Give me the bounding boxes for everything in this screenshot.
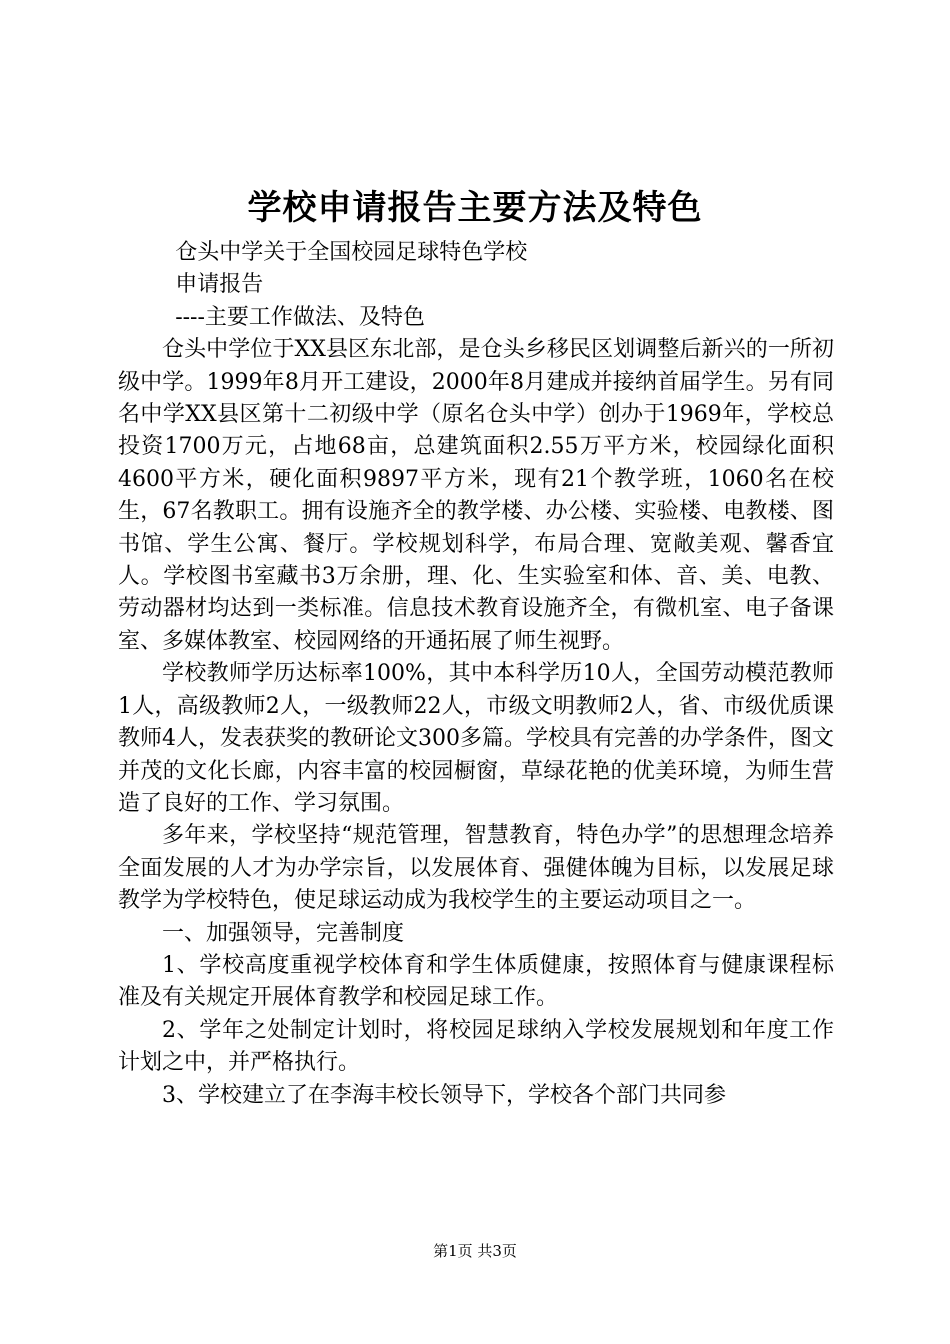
- section-heading-1: 一、加强领导，完善制度: [162, 920, 405, 946]
- page-footer: 第1页 共3页: [433, 1242, 517, 1260]
- paragraph-teachers: 学校教师学历达标率100%，其中本科学历10人，全国劳动模范教师1人，高级教师2人，一级教师22人，市级文明教师2人，省、市级优质课教师4人，发表获奖的教研论文300多篇。学校具有完善的办学条件，图文并茂的文化长廊，内容丰富的校园橱窗，草绿花艳的优美环境，为师生营造了良好的工作、学习氛围。: [118, 661, 834, 816]
- paragraph-philosophy: 多年来，学校坚持“规范管理，智慧教育，特色办学”的思想理念培养全面发展的人才为办学宗旨，以发展体育、强健体魄为目标，以发展足球教学为学校特色，使足球运动成为我校学生的主要运动项目之一。: [118, 823, 834, 914]
- document-body: [118, 237, 834, 1112]
- document-title: 学校申请报告主要方法及特色: [247, 188, 703, 228]
- subtitle-line-3: ----主要工作做法、及特色: [175, 304, 425, 330]
- paragraph-intro: 仓头中学位于XX县区东北部，是仓头乡移民区划调整后新兴的一所初级中学。1999年8月开工建设，2000年8月建成并接纳首届学生。另有同名中学XX县区第十二初级中学（原名仓头中学）创办于1969年，学校总投资1700万元，占地68亩，总建筑面积2.55万平方米，校园绿化面积4600平方米，硬化面积9897平方米，现有21个教学班，1060名在校生，67名教职工。拥有设施齐全的教学楼、办公楼、实验楼、电教楼、图书馆、学生公寓、餐厅。学校规划科学，布局合理、宽敞美观、馨香宜人。学校图书室藏书3万余册，理、化、生实验室和体、音、美、电教、劳动器材均达到一类标准。信息技术教育设施齐全，有微机室、电子备课室、多媒体教室、校园网络的开通拓展了师生视野。: [118, 337, 834, 654]
- subtitle-line-2: 申请报告: [175, 272, 264, 298]
- list-item-2: 2、学年之处制定计划时，将校园足球纳入学校发展规划和年度工作计划之中，并严格执行。: [118, 1017, 834, 1076]
- list-item-3: 3、学校建立了在李海丰校长领导下，学校各个部门共同参: [162, 1082, 726, 1108]
- list-item-1: 1、学校高度重视学校体育和学生体质健康，按照体育与健康课程标准及有关规定开展体育教学和校园足球工作。: [118, 952, 834, 1011]
- subtitle-line-1: 仓头中学关于全国校园足球特色学校: [175, 240, 528, 265]
